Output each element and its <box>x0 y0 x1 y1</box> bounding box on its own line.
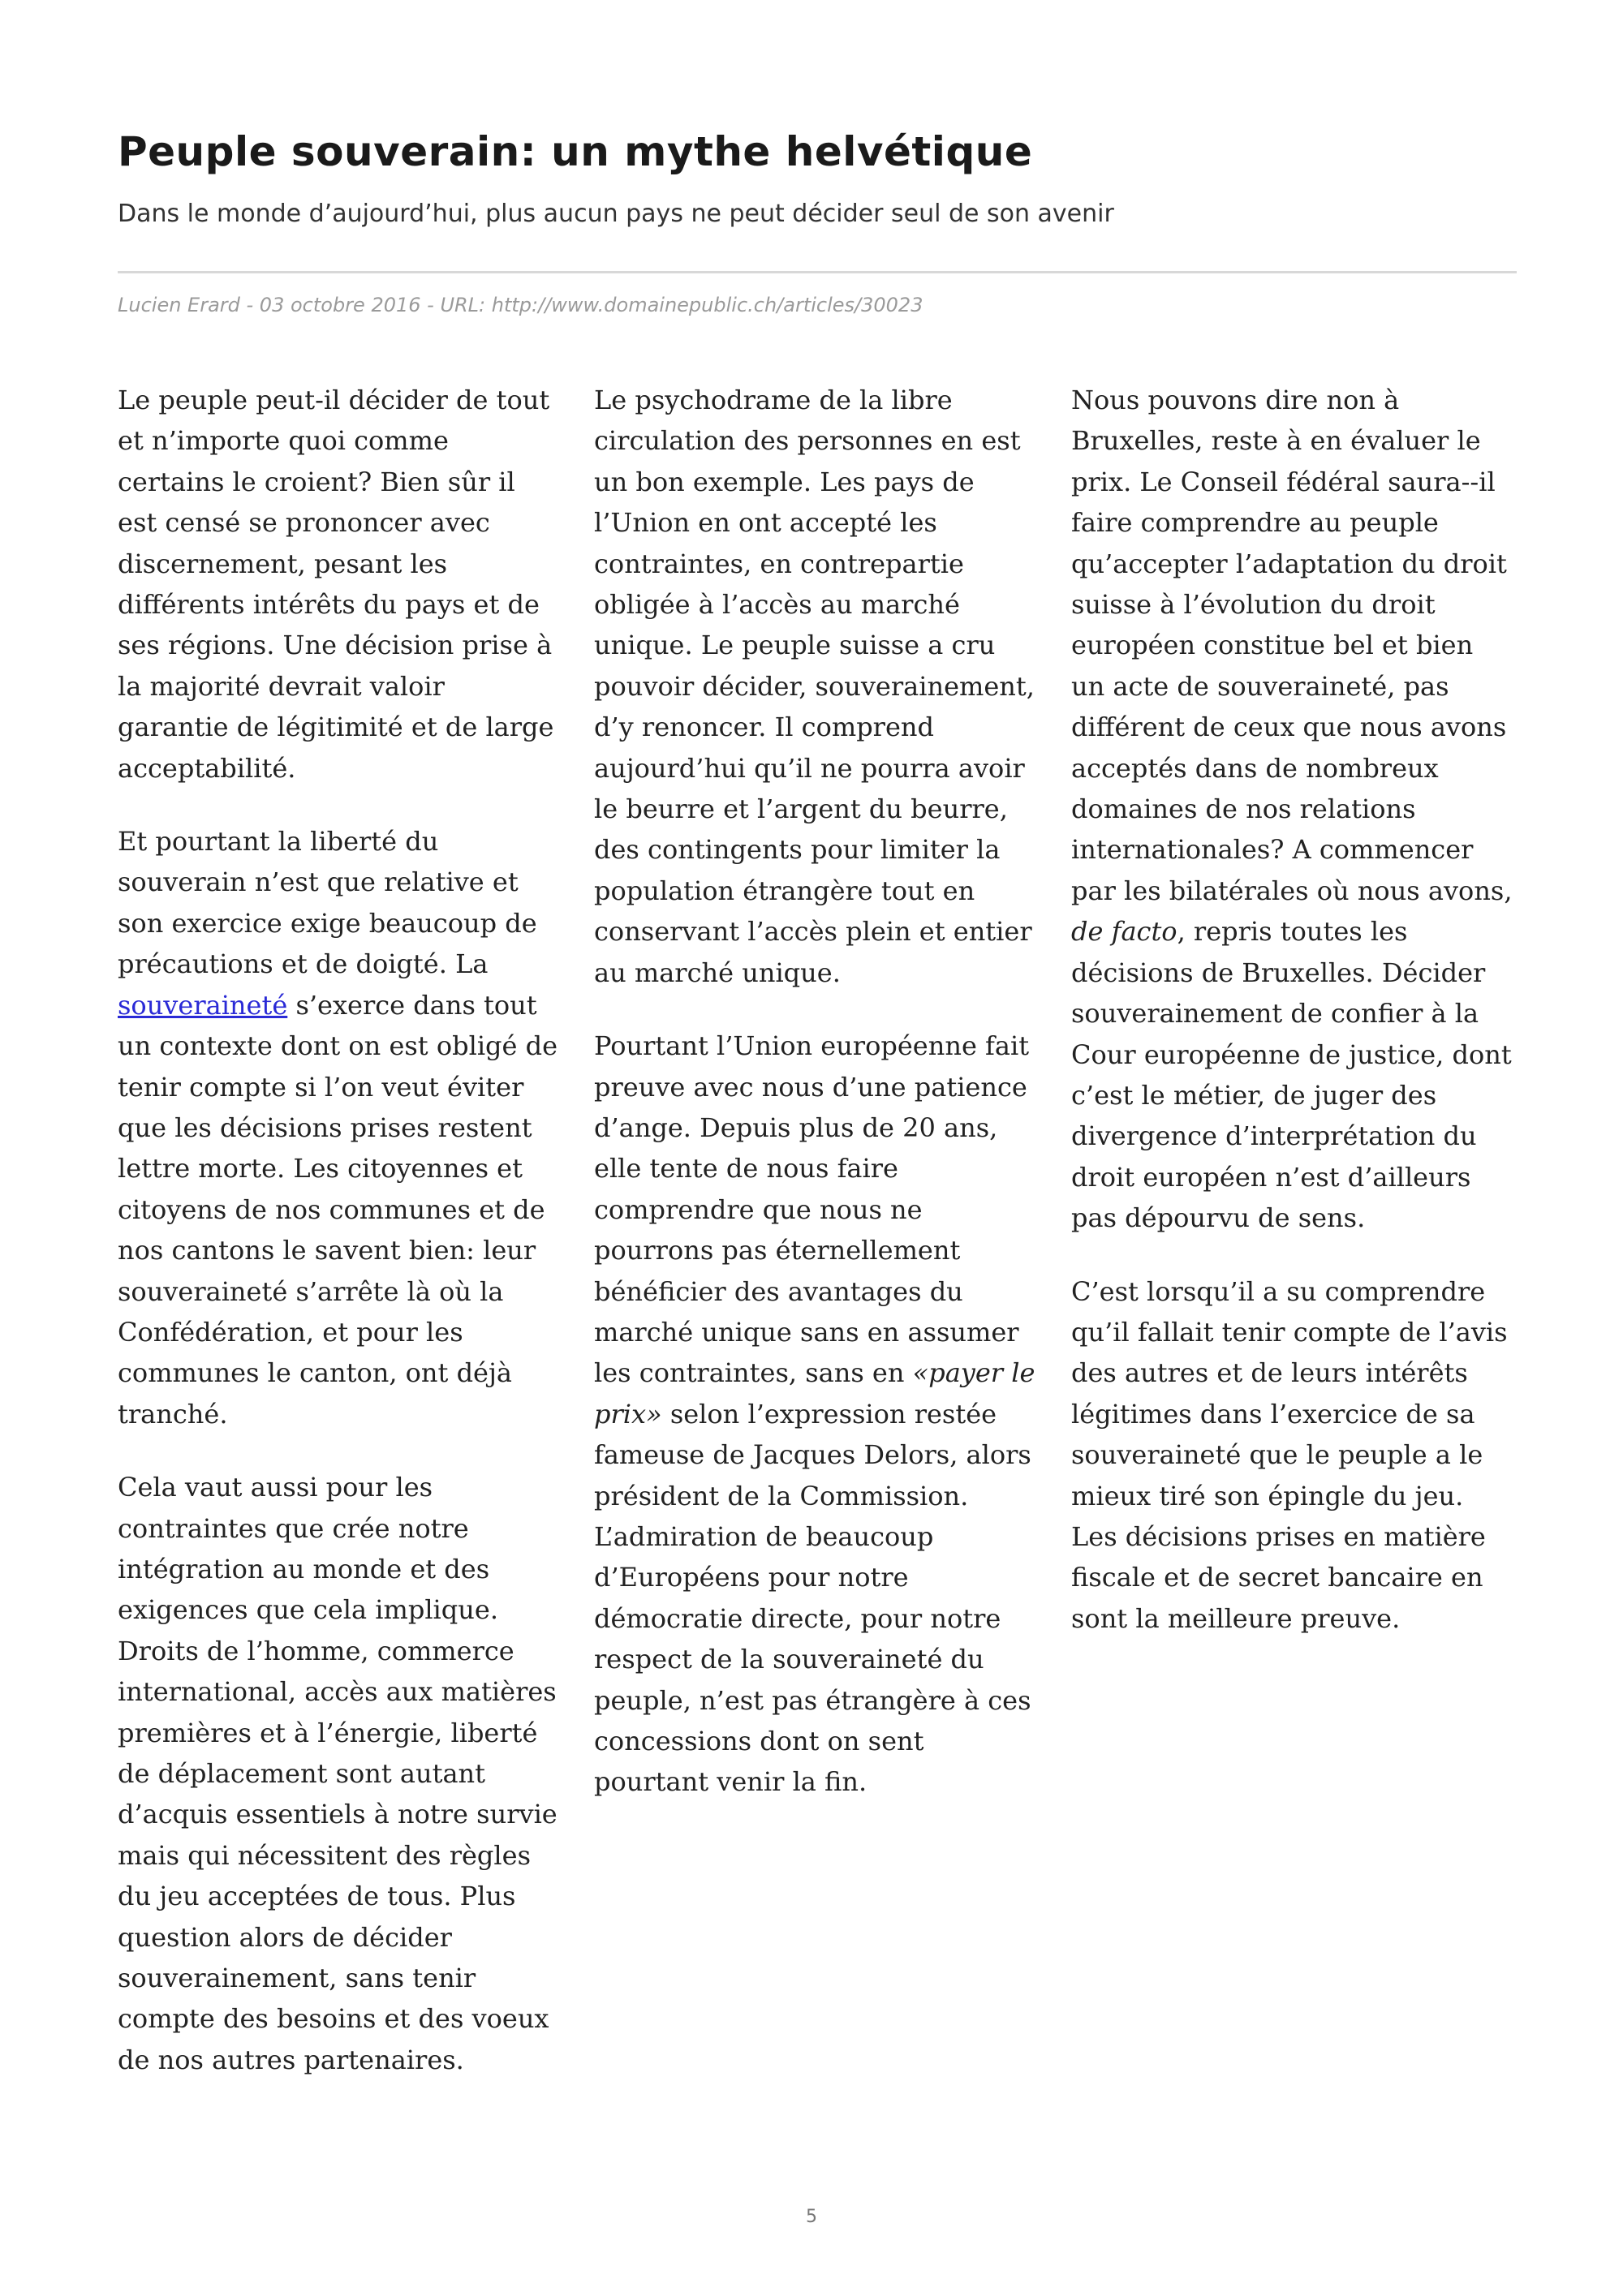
paragraph-7: C’est lorsqu’il a su comprendre qu’il fallait tenir compte de l’avis des autres et de leurs intérêts légitimes dans l’exercice de sa souveraineté que le peuple a le mieux tiré son épingle du jeu. Les décisions prises en matière fiscale et de secret bancaire en sont la meilleure preuve. <box>1071 1275 1508 1634</box>
paragraph-2 <box>118 821 561 1434</box>
de-facto-emphasis: de facto <box>1071 916 1177 948</box>
paragraph-6-end: , repris toutes les décisions de Bruxelles. Décider souverainement de confier à la Cour européenne de justice, dont c’est le métier, de juger des divergence d’interprétation du droit européen n’est d’ailleurs pas dépourvu de sens. <box>1071 916 1512 1234</box>
paragraph-6-start: Nous pouvons dire non à Bruxelles, reste à en évaluer le prix. Le Conseil fédéral saura-‑il faire comprendre au peuple qu’accepter l’adaptation du droit suisse à l’évolution du droit européen constitue bel et bien un acte de souveraineté, pas différent de ceux que nous avons acceptés dans de nombreux domaines de nos relations internationales? A commencer par les bilatérales où nous avons, <box>1071 385 1513 906</box>
paragraph-5-end: selon l’expression restée fameuse de Jacques Delors, alors président de la Commission. L’admiration de beaucoup d’Européens pour notre démocratie directe, pour notre respect de la souveraineté du peuple, n’est pas étrangère à ces concessions dont on sent pourtant venir la fin. <box>594 1398 1031 1798</box>
text-column-1 <box>118 380 561 2113</box>
paragraph-5-start: Pourtant l’Union européenne fait preuve avec nous d’une patience d’ange. Depuis plus de 20 ans, elle tente de nous faire comprendre que nous ne pourrons pas éternellement bénéficier des avantages du marché unique sans en assumer les contraintes, sans en <box>594 1030 1030 1389</box>
souverainete-link[interactable]: souveraineté <box>118 989 288 1021</box>
paragraph-5 <box>594 1025 1037 1803</box>
text-column-3 <box>1071 380 1514 1671</box>
paragraph-4: Le psychodrame de la libre circulation des personnes en est un bon exemple. Les pays de l’Union en ont accepté les contraintes, en contrepartie obligée à l’accès au marché unique. Le peuple suisse a cru pouvoir décider, souverainement, d’y renoncer. Il comprend aujourd’hui qu’il ne pourra avoir le beurre et l’argent du beurre, des contingents pour limiter la population étrangère tout en conservant l’accès plein et entier au marché unique. <box>594 385 1035 988</box>
paragraph-2-end: s’exerce dans tout un contexte dont on est obligé de tenir compte si l’on veut éviter que les décisions prises restent lettre morte. Les citoyennes et citoyens de nos communes et de nos cantons le savent bien: leur souveraineté s’arrête là où la Confédération, et pour les communes le canton, ont déjà tranché. <box>118 989 558 1430</box>
paragraph-6 <box>1071 380 1514 1239</box>
page-number: 5 <box>806 2207 817 2227</box>
header-divider <box>118 271 1517 273</box>
article-title: Peuple souverain: un mythe helvétique <box>118 128 1033 175</box>
paragraph-2-start: Et pourtant la liberté du souverain n’est que relative et son exercice exige beaucoup de précautions et de doigté. La <box>118 826 537 980</box>
text-column-2 <box>594 380 1037 1835</box>
paragraph-3: Cela vaut aussi pour les contraintes que crée notre intégration au monde et des exigences que cela implique. Droits de l’homme, commerce international, accès aux matières premières et à l’énergie, liberté de déplacement sont autant d’acquis essentiels à notre survie mais qui nécessitent des règles du jeu acceptées de tous. Plus question alors de décider souverainement, sans tenir compte des besoins et des voeux de nos autres partenaires. <box>118 1472 558 2075</box>
paragraph-1: Le peuple peut-il décider de tout et n’importe quoi comme certains le croient? Bien sûr il est censé se prononcer avec discernement, pesant les différents intérêts du pays et de ses régions. Une décision prise à la majorité devrait valoir garantie de légitimité et de large acceptabilité. <box>118 385 554 784</box>
payer-le-prix-quote: «payer le prix» <box>594 1357 1035 1430</box>
article-subtitle: Dans le monde d’aujourd’hui, plus aucun pays ne peut décider seul de son avenir <box>118 200 1114 228</box>
article-meta: Lucien Erard - 03 octobre 2016 - URL: http://www.domainepublic.ch/articles/30023 <box>118 294 923 316</box>
